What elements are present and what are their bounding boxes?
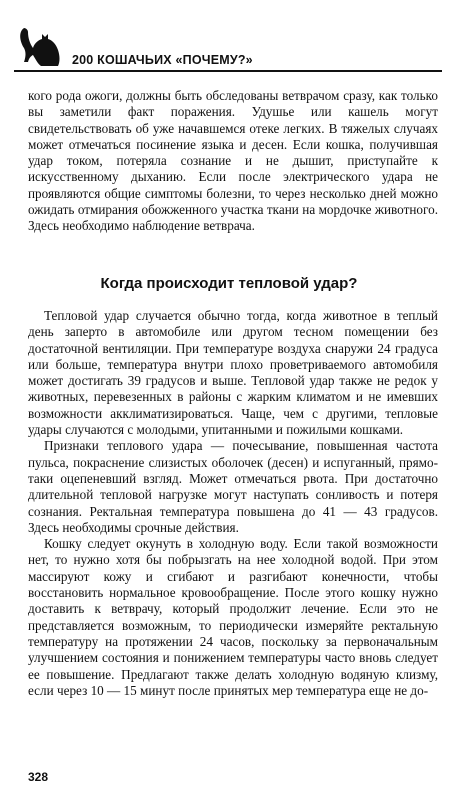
paragraph-1: Тепловой удар случается обычно тогда, когда животное в теплый день заперто в автомобиле или другом тесном помещении без достаточной вентиляции. При температуре воздуха снаружи 24 градуса или больше, температура внутри плохо проветриваемого автомобиля может достигать 39 градусов и выше. Тепловой удар также не редок у животных, перевезенных в районы с жарким климатом и не имевших возможности акклиматизироваться. Чаще, чем с другими, тепловые удары случаются с молодыми, упитанными и пожилыми кошками. <box>28 308 438 438</box>
section-body <box>28 308 438 699</box>
header-rule <box>14 70 442 72</box>
page-number: 328 <box>28 770 49 784</box>
paragraph-2: Признаки теплового удара — почесывание, повышенная частота пульса, покраснение слизистых оболочек (десен) и испуганный, прямо-таки оцепеневший взгляд. Может отмечаться рвота. При достаточно длительной тепловой нагрузке могут наступать сонливость и потеря сознания. Ректальная температура повышена до 41 — 43 градусов. Здесь необходимы срочные действия. <box>28 438 438 535</box>
section-heading: Когда происходит тепловой удар? <box>100 275 358 292</box>
intro-text <box>28 88 438 235</box>
intro-paragraph: кого рода ожоги, должны быть обследованы ветврачом сразу, как только вы заметили факт поражения. Удушье или кашель могут свидетельствовать об уже начавшемся отеке легких. В тяжелых случаях может отмечаться посинение языка и десен. Если кошка, получившая удар током, потеряла сознание и не дышит, приступайте к искусственному дыханию. Если после электрического удара не проявляются общие симптомы болезни, то через несколько дней можно ожидать отмирания обожженного участка ткани на мордочке животного. Здесь необходимо наблюдение ветврача. <box>28 88 438 234</box>
paragraph-3: Кошку следует окунуть в холодную воду. Если такой возможности нет, то нужно хотя бы побрызгать на нее холодной водой. При этом массируют кожу и сгибают и разгибают конечности, чтобы восстановить нормальное кровообращение. После этого кошку нужно доставить к ветврачу, который продолжит лечение. Если это не представляется возможным, то периодически измеряйте ректальную температуру на протяжении 24 часов, поскольку за первоначальным улучшением состояния и понижением температуры часто вновь следует ее повышение. Предлагают также делать холодную водяную клизму, если через 10 — 15 минут после принятых мер температура еще не до- <box>28 536 438 698</box>
running-title: 200 КОШАЧЬИХ «ПОЧЕМУ?» <box>72 53 253 67</box>
page-header <box>14 22 444 82</box>
cat-silhouette-icon <box>14 22 66 74</box>
